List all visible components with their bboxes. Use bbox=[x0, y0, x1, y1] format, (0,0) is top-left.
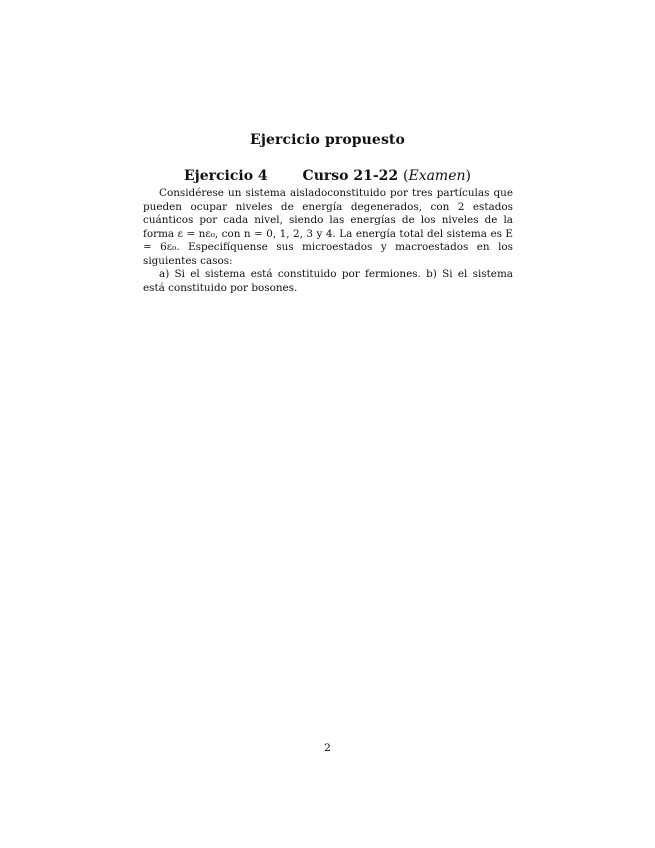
page-number: 2 bbox=[324, 742, 331, 754]
exam-label: Examen bbox=[408, 168, 466, 184]
problem-statement: Considérese un sistema aisladoconstituido por tres partículas que pueden ocupar niveles de energía degenerados, con 2 estados cuánticos por cada nivel, siendo las energías de los niveles de la forma ε = nε₀, con n = 0, 1, 2, 3 y 4. La energía total del sistema es E = 6ε₀. Especifíquense sus microestados y macroestados en los siguientes casos: bbox=[143, 187, 513, 267]
problem-cases: a) Si el sistema está constituido por fermiones. b) Si el sistema está constituido por bosones. bbox=[143, 268, 513, 294]
exam-close-paren: ) bbox=[465, 168, 471, 184]
section-title: Ejercicio propuesto bbox=[250, 132, 405, 148]
exercise-number: Ejercicio 4 bbox=[184, 168, 268, 184]
exercise-course-line bbox=[303, 168, 471, 184]
course-label: Curso 21-22 bbox=[302, 168, 399, 184]
exam-open-paren: ( bbox=[403, 168, 409, 184]
exercise-header bbox=[0, 168, 655, 184]
exercise-body bbox=[143, 187, 513, 295]
